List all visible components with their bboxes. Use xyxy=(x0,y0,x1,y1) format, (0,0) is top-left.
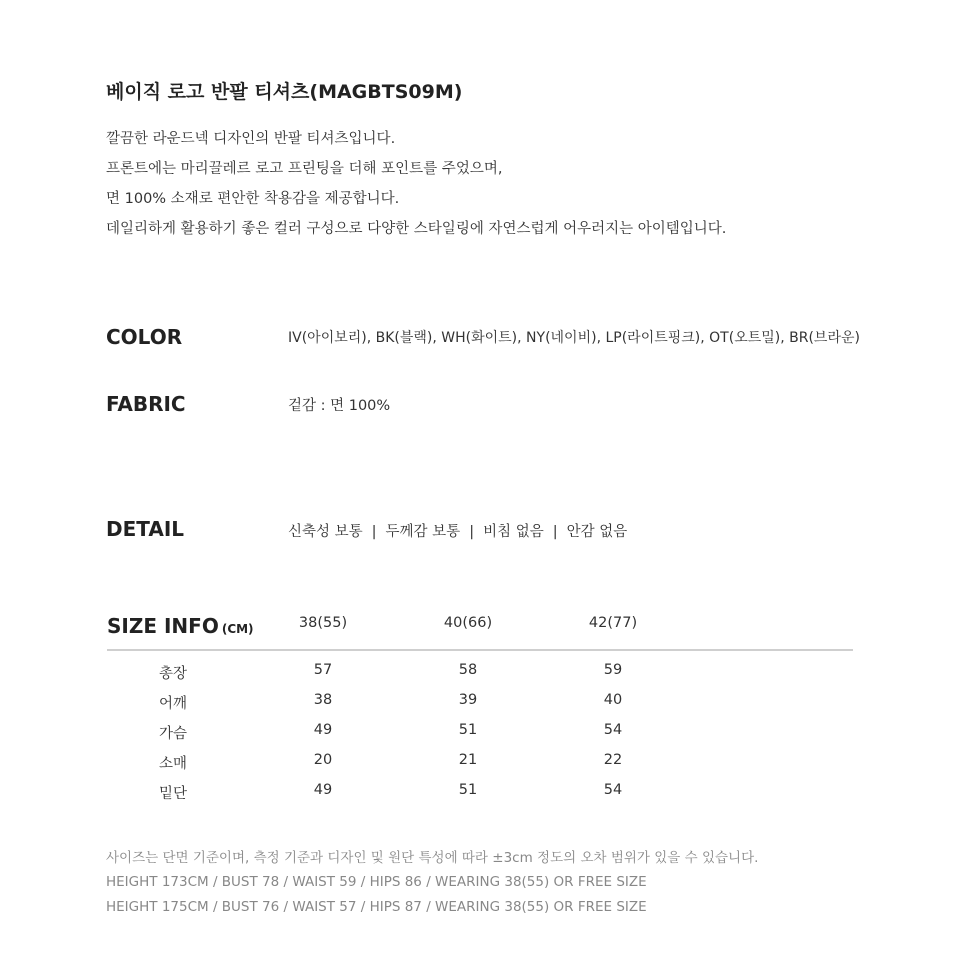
table-cell: 49 xyxy=(313,782,333,798)
detail-thickness: 두께감 보통 xyxy=(385,524,461,540)
model-info-1: HEIGHT 173CM / BUST 78 / WAIST 59 / HIPS 86 / WEARING 38(55) OR FREE SIZE xyxy=(106,874,647,890)
color-label: COLOR xyxy=(106,325,183,349)
table-cell: 21 xyxy=(458,752,478,768)
table-cell: 38 xyxy=(313,692,333,708)
detail-separator: | xyxy=(469,524,475,540)
detail-values xyxy=(288,520,627,541)
description-line-4: 데일리하게 활용하기 좋은 컬러 구성으로 다양한 스타일링에 자연스럽게 어우러지는 아이템입니다. xyxy=(106,221,727,237)
detail-separator: | xyxy=(552,524,558,540)
size-column-38: 38(55) xyxy=(298,615,348,631)
description-line-2: 프론트에는 마리끌레르 로고 프린팅을 더해 포인트를 주었으며, xyxy=(106,161,503,177)
detail-lining: 안감 없음 xyxy=(566,524,628,540)
color-value: IV(아이보리), BK(블랙), WH(화이트), NY(네이비), LP(라이트핑크), OT(오트밀), BR(브라운) xyxy=(288,330,860,346)
row-label-shoulder: 어깨 xyxy=(158,696,187,712)
row-label-hem: 밑단 xyxy=(158,786,187,802)
size-table-divider xyxy=(107,649,853,651)
size-column-40: 40(66) xyxy=(443,615,493,631)
detail-stretch: 신축성 보통 xyxy=(288,524,363,540)
table-cell: 59 xyxy=(603,662,623,678)
detail-separator: | xyxy=(371,524,377,540)
fabric-label: FABRIC xyxy=(106,392,186,416)
description-line-3: 면 100% 소재로 편안한 착용감을 제공합니다. xyxy=(106,191,400,207)
row-label-sleeve: 소매 xyxy=(158,756,187,772)
table-cell: 49 xyxy=(313,722,333,738)
size-disclaimer: 사이즈는 단면 기준이며, 측정 기준과 디자인 및 원단 특성에 따라 ±3cm 정도의 오차 범위가 있을 수 있습니다. xyxy=(106,850,759,866)
size-column-42: 42(77) xyxy=(588,615,638,631)
row-label-length: 총장 xyxy=(158,666,187,682)
table-cell: 39 xyxy=(458,692,478,708)
fabric-value: 겉감 : 면 100% xyxy=(288,398,391,414)
table-cell: 58 xyxy=(458,662,478,678)
product-title: 베이직 로고 반팔 티셔츠(MAGBTS09M) xyxy=(106,81,463,103)
table-cell: 22 xyxy=(603,752,623,768)
size-info-label: SIZE INFO xyxy=(107,614,219,638)
table-cell: 51 xyxy=(458,722,478,738)
size-info-unit: (CM) xyxy=(221,622,254,636)
detail-sheerness: 비침 없음 xyxy=(483,524,544,540)
table-cell: 54 xyxy=(603,722,623,738)
table-cell: 20 xyxy=(313,752,333,768)
description-line-1: 깔끔한 라운드넥 디자인의 반팔 티셔츠입니다. xyxy=(106,131,396,147)
table-cell: 51 xyxy=(458,782,478,798)
table-cell: 40 xyxy=(603,692,623,708)
table-cell: 54 xyxy=(603,782,623,798)
table-cell: 57 xyxy=(313,662,333,678)
row-label-chest: 가슴 xyxy=(158,726,187,742)
model-info-2: HEIGHT 175CM / BUST 76 / WAIST 57 / HIPS 87 / WEARING 38(55) OR FREE SIZE xyxy=(106,899,647,915)
size-info-heading xyxy=(107,614,254,638)
detail-label: DETAIL xyxy=(106,517,185,541)
